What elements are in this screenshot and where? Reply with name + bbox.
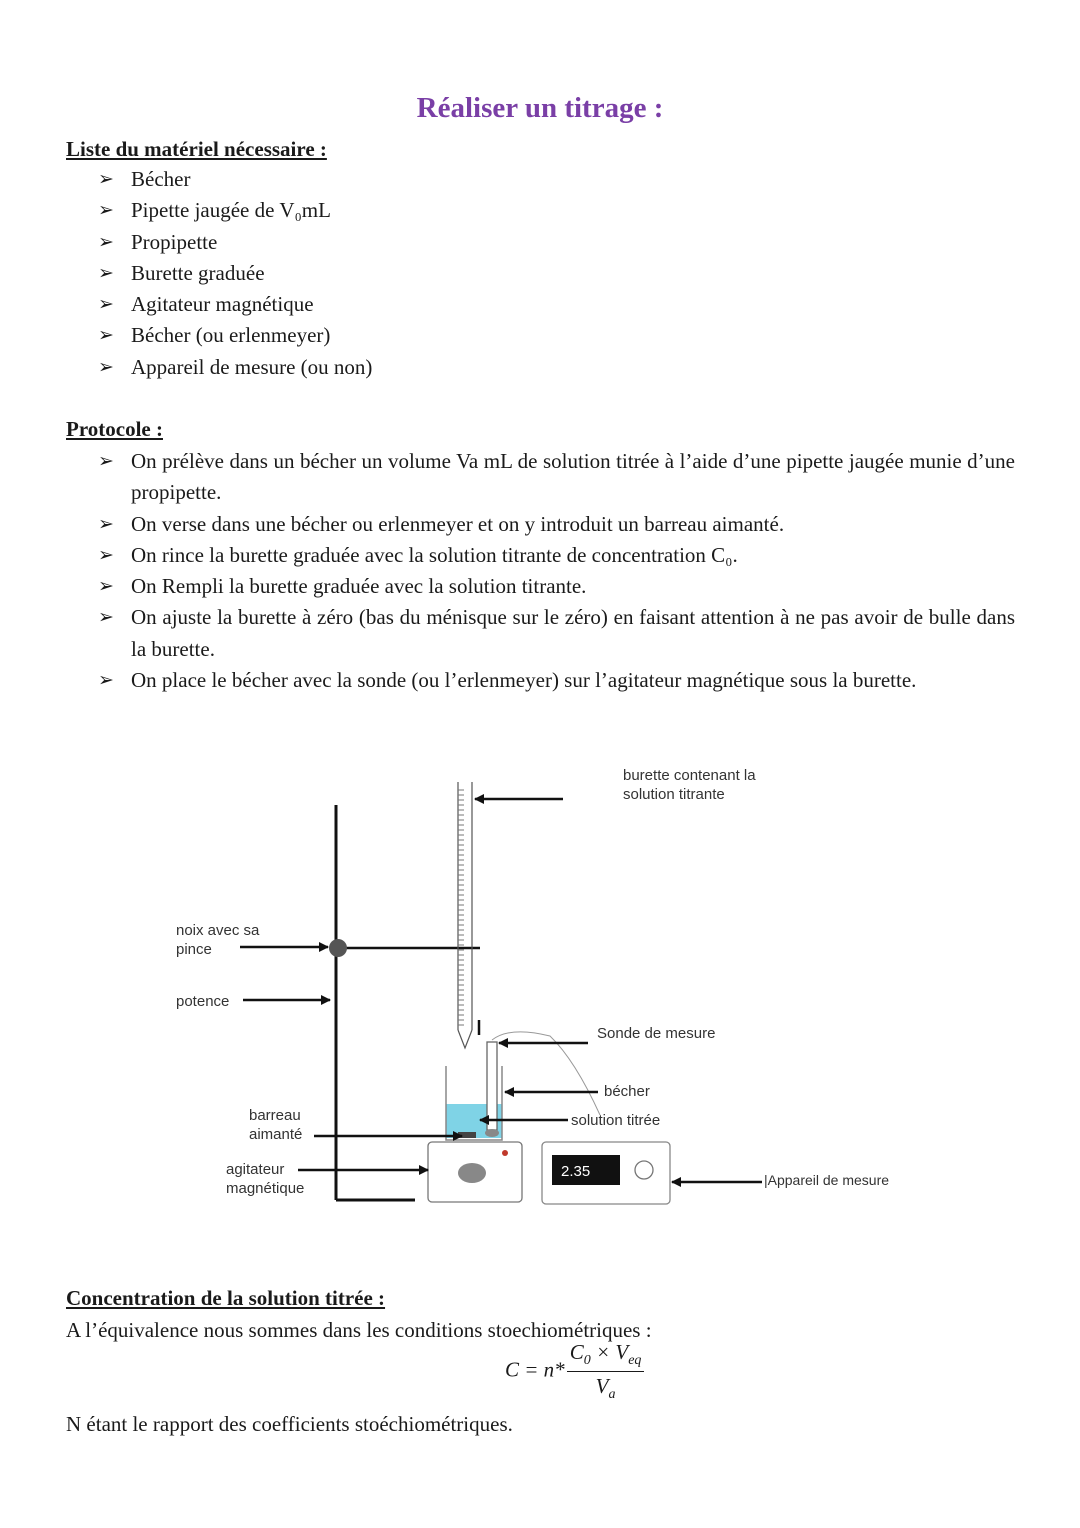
formula-fraction: [567, 1340, 645, 1403]
arrow-bullet-icon: ➢: [98, 324, 114, 347]
device-knob: [635, 1161, 653, 1179]
list-item: ➢ On prélève dans un bécher un volume Va mL de solution titrée à l’aide d’une pipette jaugée munie d’une propipette.: [98, 446, 1015, 509]
label-appareil: |Appareil de mesure: [764, 1172, 890, 1188]
device-display-value: 2.35: [561, 1163, 591, 1180]
list-item: ➢ On place le bécher avec la sonde (ou l’erlenmeyer) sur l’agitateur magnétique sous la burette.: [98, 665, 1015, 696]
concentration-formula: [505, 1340, 644, 1403]
clamp-noix: [329, 939, 347, 957]
arrow-bullet-icon: ➢: [98, 199, 114, 222]
arrow-bullet-icon: ➢: [98, 450, 114, 472]
list-item: ➢ On verse dans une bécher ou erlenmeyer et on y introduit un barreau aimanté.: [98, 509, 1015, 540]
arrow-bullet-icon: ➢: [98, 261, 114, 284]
label-agitateur-1: agitateur: [226, 1161, 285, 1178]
arrow-bullet-icon: ➢: [98, 575, 114, 598]
arrow-bullet-icon: ➢: [98, 669, 114, 692]
label-barreau-2: aimanté: [249, 1126, 303, 1143]
burette: [458, 782, 479, 1048]
protocol-heading: Protocole :: [66, 417, 163, 441]
arrow-bullet-icon: ➢: [98, 355, 114, 378]
formula-lhs: C = n*: [505, 1357, 565, 1382]
list-item: ➢ Burette graduée: [98, 258, 598, 289]
measuring-device: [542, 1142, 670, 1204]
list-item: ➢ Pipette jaugée de V₀mL: [98, 195, 598, 226]
label-sonde: Sonde de mesure: [597, 1025, 716, 1042]
formula-denominator: $V_a$: [595, 1374, 616, 1403]
arrow-bullet-icon: ➢: [98, 230, 114, 253]
label-noix-1: noix avec sa: [176, 922, 260, 939]
label-becher: bécher: [604, 1083, 650, 1100]
magnetic-stirrer: [428, 1142, 522, 1202]
label-potence: potence: [176, 993, 230, 1010]
list-item: ➢ Bécher: [98, 164, 598, 195]
list-item: ➢ On Rempli la burette graduée avec la solution titrante.: [98, 571, 1015, 602]
list-item: ➢ On ajuste la burette à zéro (bas du ménisque sur le zéro) en faisant attention à ne pas avoir de bulle dans la burette.: [98, 602, 1015, 665]
concentration-heading: Concentration de la solution titrée :: [66, 1286, 386, 1310]
list-item: ➢ On rince la burette graduée avec la solution titrante de concentration C₀.: [98, 540, 1015, 571]
list-item: ➢ Appareil de mesure (ou non): [98, 352, 598, 383]
label-agitateur-2: magnétique: [226, 1180, 305, 1197]
formula-numerator: $C_0 \times V_{eq}$: [567, 1340, 645, 1372]
indicator-dot: [502, 1150, 508, 1156]
concentration-note: N étant le rapport des coefficients stoéchiométriques.: [66, 1412, 513, 1436]
materials-heading: Liste du matériel nécessaire :: [66, 137, 327, 161]
materials-list: [98, 164, 598, 383]
arrow-bullet-icon: ➢: [98, 606, 114, 629]
list-item: ➢ Bécher (ou erlenmeyer): [98, 320, 598, 351]
label-noix-2: pince: [176, 941, 212, 958]
titration-diagram: [0, 750, 1080, 1230]
concentration-intro: A l’équivalence nous sommes dans les conditions stoechiométriques :: [66, 1318, 652, 1342]
label-burette-2: solution titrante: [623, 786, 725, 803]
arrow-bullet-icon: ➢: [98, 293, 114, 316]
label-burette-1: burette contenant la: [623, 767, 756, 784]
page-title: Réaliser un titrage :: [416, 92, 664, 124]
arrow-bullet-icon: ➢: [98, 543, 114, 566]
list-item: ➢ Propipette: [98, 227, 598, 258]
arrow-bullet-icon: ➢: [98, 512, 114, 535]
protocol-list: [98, 446, 1015, 696]
label-barreau-1: barreau: [249, 1107, 301, 1124]
arrow-bullet-icon: ➢: [98, 168, 114, 190]
label-solution: solution titrée: [571, 1112, 661, 1129]
list-item: ➢ Agitateur magnétique: [98, 289, 598, 320]
